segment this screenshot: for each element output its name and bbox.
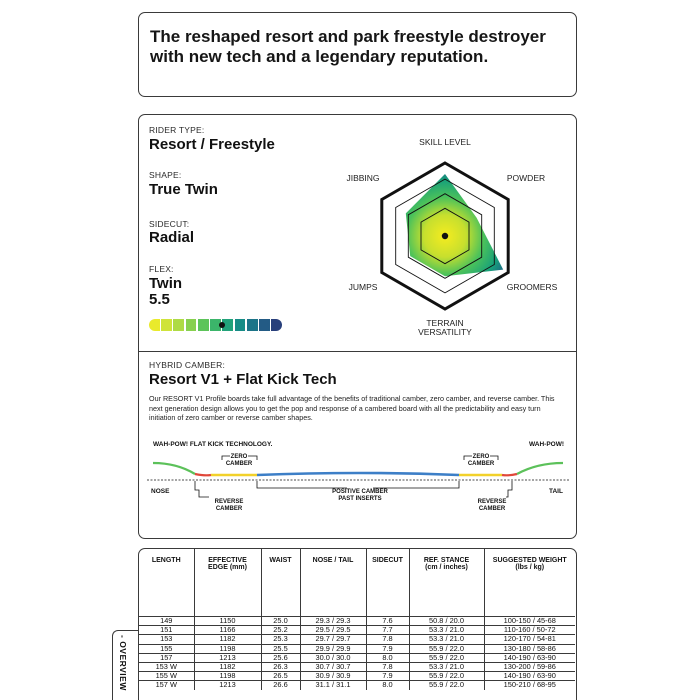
table-cell: 7.9	[366, 672, 409, 681]
table-cell: 7.7	[366, 626, 409, 635]
table-row	[139, 681, 575, 690]
table-cell: 140-190 / 63-90	[484, 672, 575, 681]
table-row	[139, 635, 575, 644]
table-cell: 53.3 / 21.0	[409, 662, 484, 671]
table-cell: 110-160 / 50-72	[484, 626, 575, 635]
table-cell: 55.9 / 22.0	[409, 644, 484, 653]
camber-profile-diagram	[147, 435, 569, 515]
shape-label: SHAPE:	[149, 170, 182, 180]
table-cell: 26.3	[261, 662, 300, 671]
flex-scale-segment	[259, 319, 270, 331]
table-cell: 8.0	[366, 681, 409, 690]
table-cell: 8.0	[366, 653, 409, 662]
table-cell: 29.9 / 29.9	[300, 644, 366, 653]
table-cell: 26.6	[261, 681, 300, 690]
table-header-text: WAIST	[269, 557, 292, 564]
table-cell: 29.5 / 29.5	[300, 626, 366, 635]
table-cell: 149	[139, 617, 194, 626]
reverse-camber-right-line2: CAMBER	[478, 506, 506, 512]
table-cell: 25.2	[261, 626, 300, 635]
flex-value: Twin	[149, 275, 183, 292]
table-cell: 30.0 / 30.0	[300, 653, 366, 662]
table-cell: 150-210 / 68-95	[484, 681, 575, 690]
flex-label: FLEX:	[149, 264, 174, 274]
table-header-cell	[300, 549, 366, 610]
flex-scale-segment	[235, 319, 246, 331]
reverse-camber-left-line1: REVERSE	[214, 499, 244, 505]
table-cell: 25.6	[261, 653, 300, 662]
table-cell: 130-180 / 58-86	[484, 644, 575, 653]
table-cell: 29.7 / 29.7	[300, 635, 366, 644]
flex-scale-segment	[161, 319, 172, 331]
table-header-text: REF. STANCE	[423, 557, 470, 564]
axis-label-powder: POWDER	[506, 173, 546, 183]
table-cell: 7.6	[366, 617, 409, 626]
axis-label-groomers: GROOMERS	[506, 282, 558, 292]
table-cell: 55.9 / 22.0	[409, 653, 484, 662]
shape-value: True Twin	[149, 181, 218, 198]
tagline: The reshaped resort and park freestyle destroyer with new tech and a legendary reputation.	[150, 27, 546, 66]
table-cell: 55.9 / 22.0	[409, 672, 484, 681]
camber-value: Resort V1 + Flat Kick Tech	[149, 371, 337, 388]
table-cell: 1150	[194, 617, 261, 626]
table-cell: 1182	[194, 635, 261, 644]
table-cell: 155 W	[139, 672, 194, 681]
rider-type-label: RIDER TYPE:	[149, 125, 205, 135]
table-cell: 1198	[194, 672, 261, 681]
table-cell: 55.9 / 22.0	[409, 681, 484, 690]
table-header-cell	[484, 549, 575, 610]
wah-pow-left-label: WAH-POW! FLAT KICK TECHNOLOGY.	[153, 441, 273, 448]
specs-card	[138, 114, 577, 539]
table-cell: 7.8	[366, 662, 409, 671]
tagline-card	[138, 12, 577, 97]
table-cell: 30.9 / 30.9	[300, 672, 366, 681]
table-cell: 29.3 / 29.3	[300, 617, 366, 626]
axis-label-terrain-line2: VERSATILITY	[418, 327, 472, 337]
table-header-text: (lbs / kg)	[515, 564, 545, 571]
table-header-text: (cm / inches)	[425, 564, 468, 571]
table-cell: 50.8 / 20.0	[409, 617, 484, 626]
camber-label: HYBRID CAMBER:	[149, 360, 226, 370]
reverse-camber-right-line1: REVERSE	[477, 499, 507, 505]
table-cell: 1166	[194, 626, 261, 635]
flex-scale-segment	[198, 319, 209, 331]
table-header-cell	[139, 549, 194, 610]
zero-camber-left-line1: ZERO	[230, 454, 248, 460]
table-cell: 157	[139, 653, 194, 662]
table-cell: 53.3 / 21.0	[409, 626, 484, 635]
table-cell: 31.1 / 31.1	[300, 681, 366, 690]
table-header-cell	[194, 549, 261, 610]
table-header-text: SIDECUT	[372, 557, 403, 564]
table-cell: 153	[139, 635, 194, 644]
table-cell: 130-200 / 59-86	[484, 662, 575, 671]
table-header-text: SUGGESTED WEIGHT	[492, 557, 567, 564]
axis-label-jumps: JUMPS	[348, 282, 378, 292]
table-cell: 155	[139, 644, 194, 653]
table-cell: 7.9	[366, 644, 409, 653]
size-chart-card	[138, 548, 577, 700]
axis-label-terrain-line1: TERRAIN	[426, 318, 464, 328]
table-cell: 7.8	[366, 635, 409, 644]
flex-scale-segment	[149, 319, 160, 331]
axis-label-skill-level: SKILL LEVEL	[419, 137, 471, 147]
section-divider	[139, 351, 576, 352]
overview-side-tab[interactable]	[112, 630, 138, 700]
table-header-text: LENGTH	[151, 557, 181, 564]
table-row	[139, 644, 575, 653]
table-cell: 25.3	[261, 635, 300, 644]
table-cell: 1198	[194, 644, 261, 653]
table-cell: 100-150 / 45-68	[484, 617, 575, 626]
reverse-camber-left-line2: CAMBER	[215, 506, 243, 512]
rider-type-value: Resort / Freestyle	[149, 136, 275, 153]
table-cell: 153 W	[139, 662, 194, 671]
table-header-text: NOSE / TAIL	[312, 557, 354, 564]
ability-radar-chart	[329, 133, 574, 348]
nose-label: NOSE	[151, 488, 170, 495]
radar-center-dot	[442, 233, 448, 239]
sidecut-label: SIDECUT:	[149, 219, 190, 229]
table-cell: 25.0	[261, 617, 300, 626]
overview-tab-label: - OVERVIEW	[118, 635, 128, 691]
tail-label: TAIL	[549, 488, 563, 495]
table-cell: 140-190 / 63-90	[484, 653, 575, 662]
table-cell: 53.3 / 21.0	[409, 635, 484, 644]
table-header-text: EDGE (mm)	[208, 564, 247, 571]
table-cell: 26.5	[261, 672, 300, 681]
zero-camber-left-line2: CAMBER	[225, 461, 253, 467]
table-header-row	[139, 549, 575, 610]
flex-scale-segment	[186, 319, 197, 331]
zero-camber-right-line2: CAMBER	[467, 461, 495, 467]
table-header-cell	[366, 549, 409, 610]
table-header-cell	[261, 549, 300, 610]
table-cell: 1182	[194, 662, 261, 671]
table-cell: 1213	[194, 681, 261, 690]
table-cell: 151	[139, 626, 194, 635]
table-header-cell	[409, 549, 484, 610]
camber-description: Our RESORT V1 Profile boards take full advantage of the benefits of traditional camber, zero camber, and reverse camber. This next generation design allows you to get the pop and response of a cambered board with all the predictability and easy turn initiation of zero camber or reverse camber shapes.	[149, 394, 555, 423]
flex-rating: 5.5	[149, 291, 170, 308]
flex-scale-segment	[173, 319, 184, 331]
sidecut-value: Radial	[149, 229, 195, 246]
size-chart-table	[139, 549, 575, 690]
table-cell: 120-170 / 54-81	[484, 635, 575, 644]
table-cell: 25.5	[261, 644, 300, 653]
table-body	[139, 610, 575, 690]
positive-camber-line2: PAST INSERTS	[338, 496, 382, 502]
table-cell: 157 W	[139, 681, 194, 690]
flex-scale-segment	[247, 319, 258, 331]
table-cell: 30.7 / 30.7	[300, 662, 366, 671]
table-header-text: EFFECTIVE	[208, 557, 247, 564]
flex-scale-segment	[271, 319, 282, 331]
wah-pow-right-label: WAH-POW!	[529, 441, 565, 448]
table-cell: 1213	[194, 653, 261, 662]
zero-camber-right-line1: ZERO	[472, 454, 490, 460]
positive-camber-line1: POSITIVE CAMBER	[332, 489, 388, 495]
flex-scale-bar	[149, 319, 282, 331]
axis-label-jibbing: JIBBING	[346, 173, 380, 183]
